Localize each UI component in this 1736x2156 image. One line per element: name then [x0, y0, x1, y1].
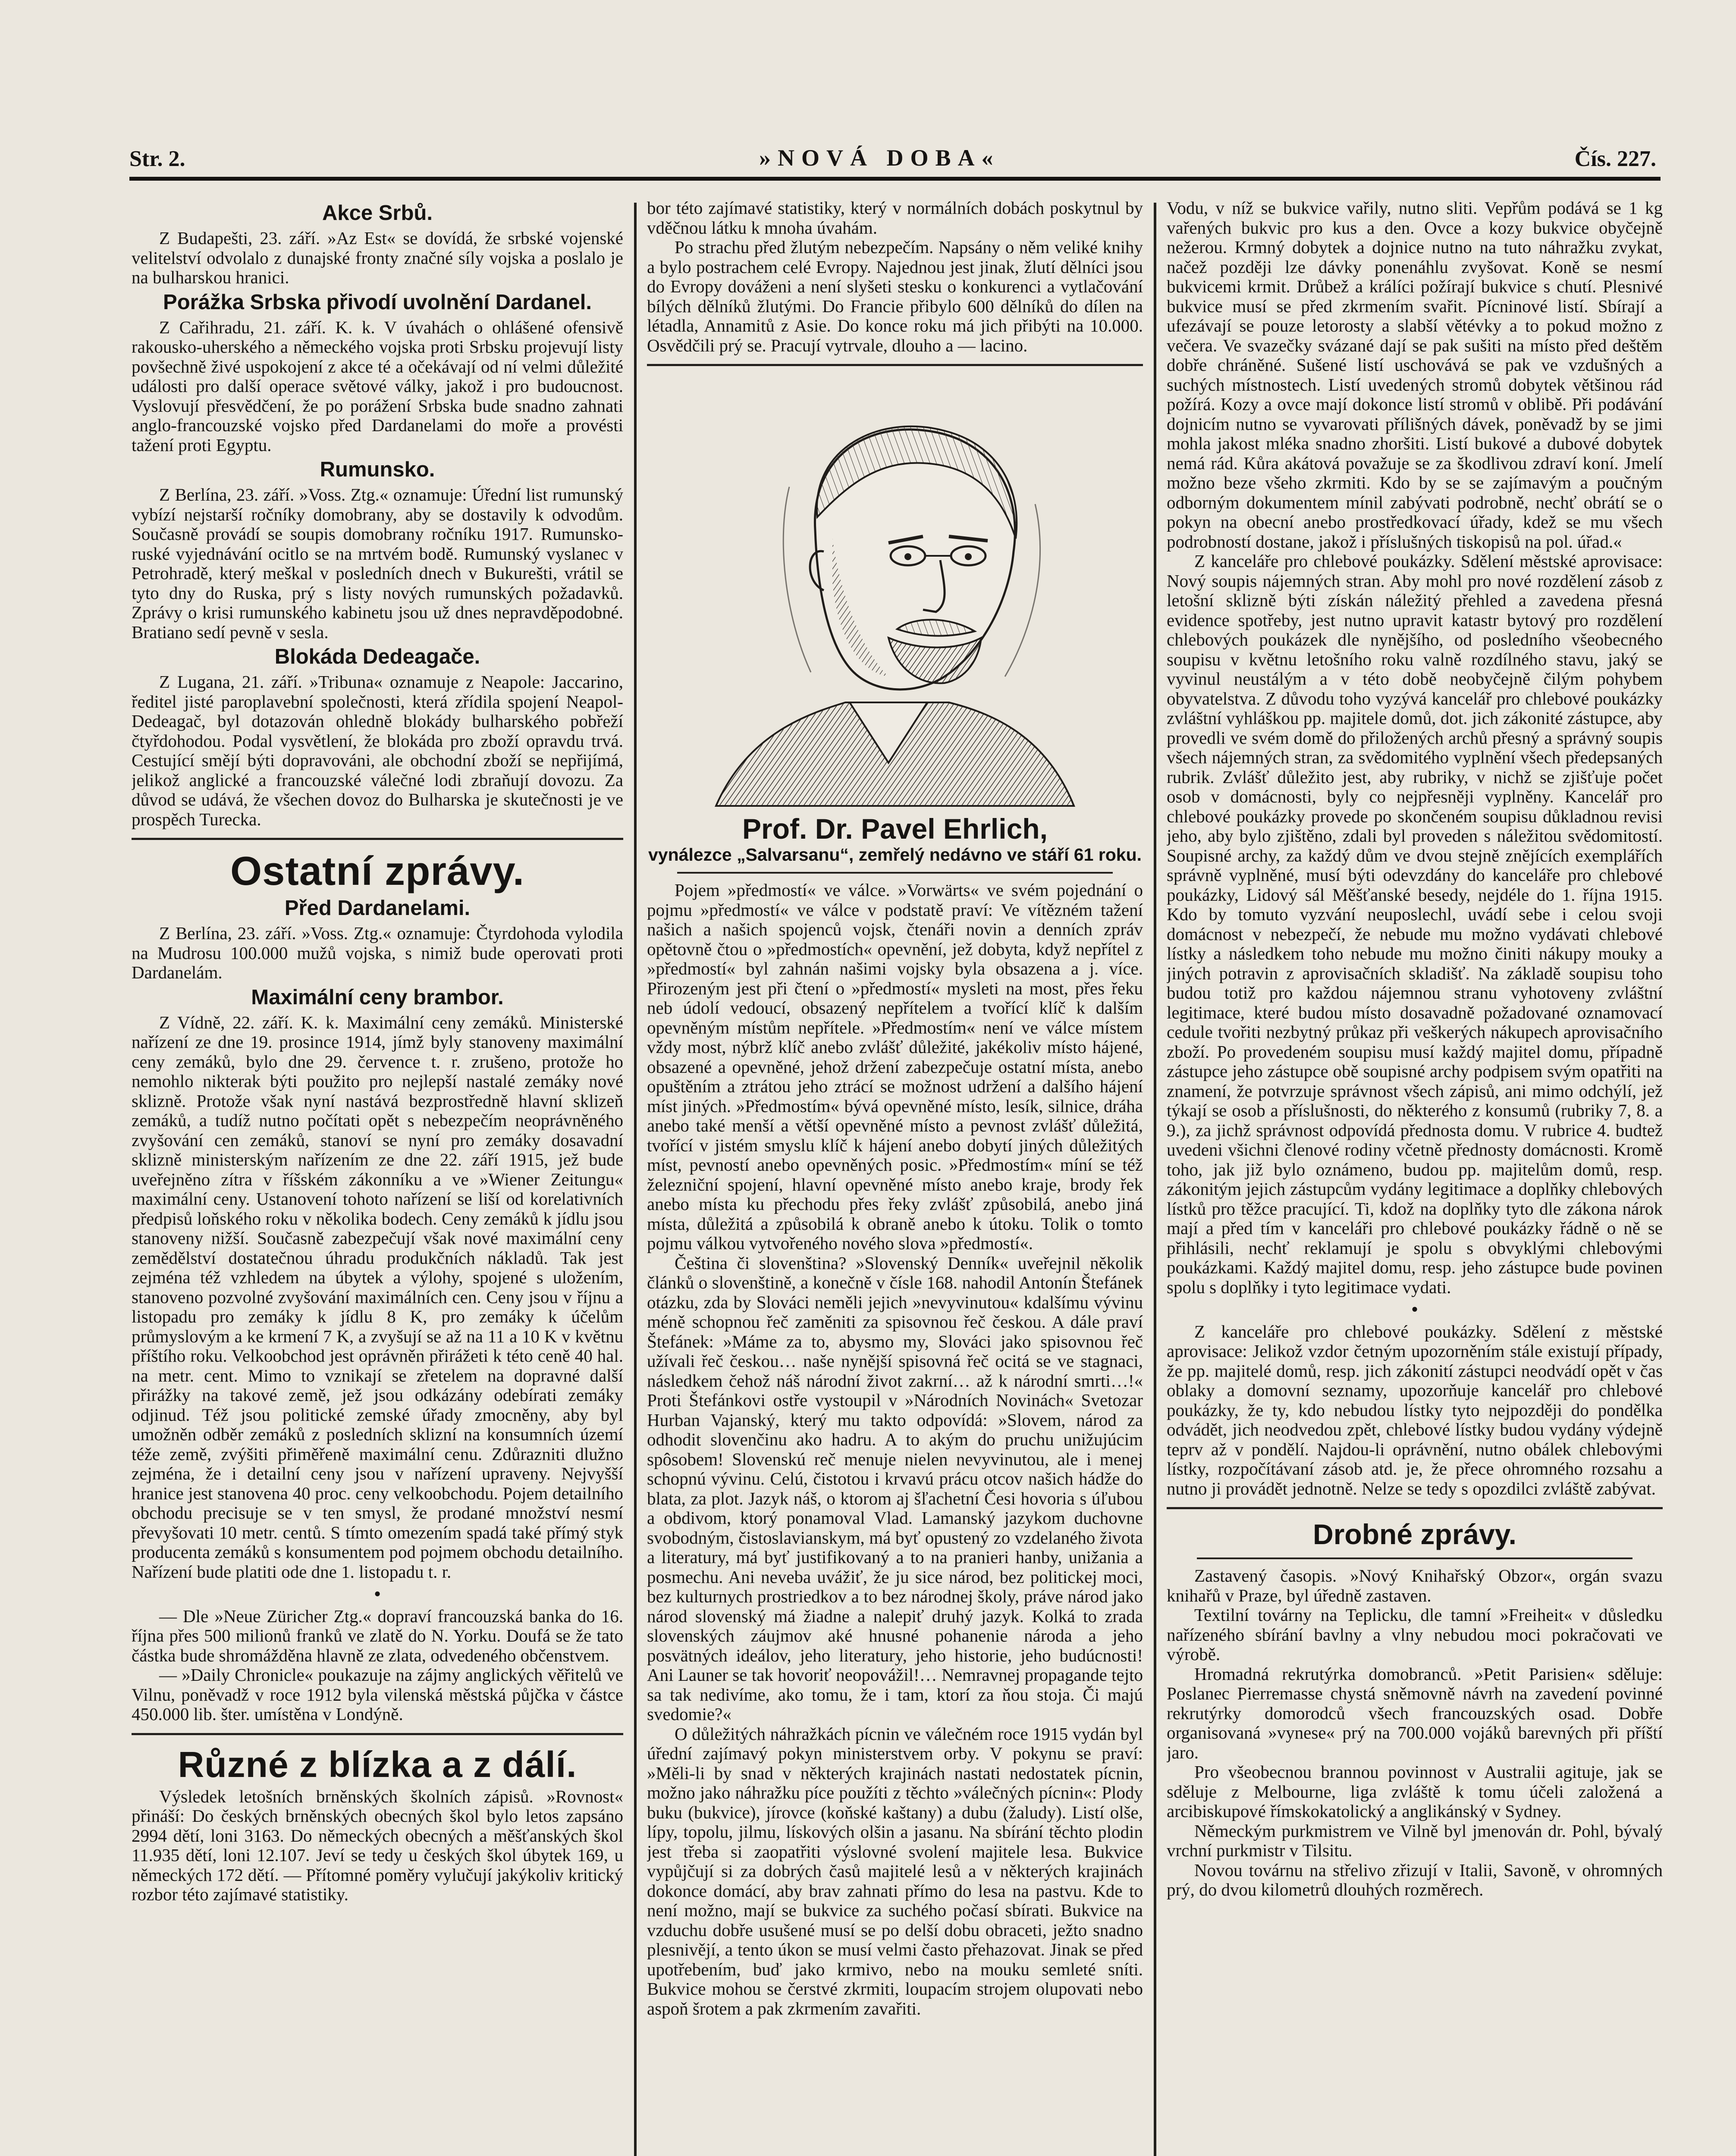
article-nahrazky-picnin: O důležitých náhražkách pícnin ve válečném roce 1915 vydán byl úřední zajímavý pokyn ministerstvem orby. V pokynu se praví: »Měli-li by snad v některých krajinách nastati nedostatek pícnin, možno jako náhražku píce použíti z těchto »válečných pícnin«: Plody buku (bukvice), jírovce (koňské kaštany) a dubu (žaludy). Listí olše, lípy, topolu, jilmu, lískových olšin a jasanu. Na sbírání těchto plodin jest třeba si zaopatřiti výslovné svolení majitele lesa. Bukvice vypůjčují si za dobrých časů majitelé lesů a v některých krajinách dokonce domácí, aby brav zahnati přímo do lesa na pastvu. Kde to není možno, mají se bukvice za suchého počasí sbírati. Bukvice na vzduchu dobře usušené musí se po delší dobu obraceti, ježto snadno plesnivějí, a tento úkon se musí velmi často přehazovat. Jinak se před upotřebením, buď jako krmivo, nebo na mouku semleté sníti. Bukvice mohou se čerstvé zkrmiti, loupacím strojem olupovati nebo aspoň šrotem a pak zkrmením zavařiti. [647, 1724, 1143, 2018]
section-rule [1167, 1507, 1663, 1509]
article-maximalni-ceny: Z Vídně, 22. září. K. k. Maximální ceny zemáků. Ministerské nařízení ze dne 19. prosince 1914, jímž byly stanoveny maximální ceny zemáků, bylo dne 29. července t. r. zrušeno, protože ho nemohlo nikterak býti použito pro nejlepší nastalé zemáky nové sklizně. Protože však nyní nastává bezprostředně hlavní sklizeň zemáků, a tudíž nutno počítati opět s nebezpečím neoprávněného zvyšování cen zemáků, stanoví se nyní pro zemáky dosavadní sklizně ministerským nařízením ze dne 22. září 1915, jež bude uveřejněno zítra v říšském zákonníku a ve »Wiener Zeitungu« maximální ceny. Ustanovení tohoto nařízení se liší od korelativních předpisů loňského roku v několika bodech. Ceny zemáků k jídlu jsou stanoveny nižší. Současně zabezpečují však nové maximální ceny zemědělství dostatečnou úhradu produkčních nákladů. Tak jest zejména též vzhledem na úbytek a výlohy, spojené s uložením, stanoveno pozvolné zvyšování maximálních cen. Ceny jsou v říjnu a listopadu pro zemáky k jídlu 8 K, pro zemáky k účelům průmyslovým a ke krmení 7 K, a zvyšují se až na 11 a 10 K v květnu příštího roku. Velkoobchod jest oprávněn přirážeti k této ceně 40 hal. na metr. cent. Mimo to vznikají se zřetelem na dopravné další přirážky na takové země, jež jsou odkázány odebírati zemáky odjinud. Též jsou politické zemské úřady zmocněny, aby byl umožněn odběr zemáků z posledních sklizní na konsumních území téže země, zvýšiti přiměřeně maximální cenu. Zdůrazniti dlužno zejména, že i detailní ceny jsou v nařízení upraveny. Nejvyšší hranice jest stanovena 40 proc. ceny velkoobchodu. Pojem detailního obchodu precisuje se v ten smysl, že prodané množství nesmí převyšovati 10 metr. centů. S tímto omezením spadá také přímý styk producenta zemáků s konsumentem pod pojmem obchodu detailního. Nařízení bude platiti ode dne 1. listopadu t. r. [132, 1012, 623, 1582]
column-rule-left [634, 203, 637, 2156]
article-rekrutyrka: Hromadná rekrutýrka domobranců. »Petit Parisien« sděluje: Poslanec Pierremasse chystá sněmovně návrh na zavedení povinné rekrutýrky domorodců všech francouzských osad. Dobře organisovaná »vynese« prý na 700.000 vojáků barevných při příští jaro. [1167, 1664, 1663, 1762]
column-1 [132, 198, 623, 2156]
article-kancelar-poukazky-1: Z kanceláře pro chlebové poukázky. Sdělení městské aprovisace: Nový soupis nájemných stran. Aby mohl pro nové rozdělení zásob z letošní sklizně býti získán náležitý přehled a zavedena přesná evidence spotřeby, jest nutno upravit katastr bytový pro rozdělení chlebových poukázek dle nynějšího, od posledního všeobecného soupisu v květnu letošního roku valně rozdílného stavu, jaký se vyvinul neustálým a v této době neobyčejně čilým pohybem obyvatelstva. Z důvodu toho vyzývá kancelář pro chlebové poukázky zvláštní vyhláškou pp. majitele domů, dot. jich zákonité zástupce, aby provedli ve svém domě do přiložených archů přesný a správný soupis všech nájemných stran, za svědomitého vyplnění všech předepsaných rubrik. Zvlášť důležito jest, aby rubriky, v nichž se zjišťuje počet osob v domácnosti, byly co nejpřesněji vyplněny. Kancelář pro chlebové poukázky provede po skončeném soupisu důkladnou revisi jeho, aby bylo zjištěno, zdali byl proveden s náležitou svědomitostí. Soupisné archy, za každý dům ve dvou stejně znějících exemplářích správně vyplněné, musí býti odevzdány do kanceláře pro chlebové poukázky, Lidový sál Měšťanské besedy, nejdéle do 1. října 1915. Kdo by tomuto vyzvání neuposlechl, uvádí sebe i celou svoji domácnost v nebezpečí, že nebude mu možno vydávati chlebové lístky a následkem toho nebude mu možno činiti nákupy mouky a jiných potravin z aprovisačních skladišť. Na základě soupisu toho budou totiž pro každou nájemnou stranu vyhotoveny zvláštní legitimace, které budou místo dosavadně požadované oznamovací cedule tvořiti nezbytný průkaz při veškerých nákupech aprovisačního zboží. Po provedeném soupisu musí každý majitel domu, případně zástupce jeho zástupce obě soupisné archy podpisem svým opatřiti na znamení, že potvrzuje správnost všech zápisů, ani mimo odchýlí, jež týkají se osob a příslušnosti, do některého z konsumů (rubriky 7, 8. a 9.), za jichž správnost odpovídá přednosta domu. V rubrice 4. budtež uvedeni všichni členové rodiny včetně přednosty domácnosti. Kromě toho, jak již bylo oznámeno, budou pp. majitelům domů, resp. zákonitým jejich zástupcům vydány legitimace a doplňky chlebových lístků pro těžce pracující. Ti, kdož na doplňky tyto dle zákona nárok mají a před tím v kanceláři pro chlebové poukázky řádně o ně se přihlásili, nechť reklamují je spolu s obvyklými chlebovými poukázkami. Každý majitel domu, resp. jeho zástupce bude povinen spolu s doplňky i tyto legitimace vydati. [1167, 551, 1663, 1297]
article-continuation: bor této zajímavé statistiky, který v normálních dobách poskytnul by vděčnou látku k mnoha úvahám. [647, 198, 1143, 238]
headline-maximalni-ceny: Maximální ceny brambor. [251, 985, 504, 1009]
article-skolni-zapisy: Výsledek letošních brněnských školních zápisů. »Rovnost« přináší: Do českých brněnských obecných škol bylo letos zapsáno 2994 dětí, loni 3163. Do německých obecných a měšťanských škol 11.935 dětí, loni 12.107. Jeví se tedy u českých škol úbytek 169, u německých 172 dětí. — Přítomné poměry vylučují jakýkoliv kritický rozbor této zajímavé statistiky. [132, 1786, 623, 1904]
column-3 [1167, 198, 1663, 2156]
portrait-drawing [647, 375, 1143, 810]
headline-rumunsko: Rumunsko. [320, 458, 435, 481]
article-cestina-slovenstina: Čeština či slovenština? »Slovenský Denník« uveřejnil několik článků o slovenštině, a konečně v čísle 168. nahodil Antonín Štefánek otázku, zda by Slováci neměli jejich »nevyvinutou« kdalšímu vývinu méně schopnou řeč zaměniti za spisovnou řeč českou. A dále praví Štefánek: »Máme za to, abysmo my, Slováci jako spisovnou řeč užívali řeč českou… naše nynější spisovná řeč ocitá se ve stagnaci, následkem čehož náš národní život zakrní… až k národní smrti…!« Proti Štefánkovi ostře vystoupil v »Národních Novinách« Svetozar Hurban Vajanský, který mu takto odpovídá: »Slovem, národ za odhodit slovenčinu ako hadru. A to akým do pruchu unižujúcim spôsobem! Slovenskú reč menuje nielen nevyvinutou, ale i menej schopnú vývinu. Celú, čistotou i krvavú prácu otcov našich hádže do blata, za plot. Jazyk náš, o ktorom aj šľachetní Česi hovoria s úľubou a obdivom, ktorý ponamoval Vlad. Lamanský jazykom duchovne svobodným, čistoslavianskym, má byť opustený zo vzdelaného života a literatury, má byť justifikovaný a to na pranieri hanby, unižania a posmechu. Ani neveba uvážiť, že ju sice národ, bez politickej moci, bez kulturnych prostriedkov a to bez národnej školy, práve národ jako národ slovenský má žiadne a nalepiť druhý jazyk. Kolká to zrada slovenských záujmov aké hnusné pohanenie národa a jeho posvätných ideálov, jeho literatury, jeho historie, jeho budúcnosti! Ani Launer se tak hovoriť neopovážil!… Nemravnej propagande tejto sa tak nedivíme, ako tomu, že i tam, ktorí za ňou stoja. Či majú svedomie?« [647, 1253, 1143, 1724]
article-tovarna-strelivo: Novou továrnu na střelivo zřizují v Italii, Savoně, v ohromných prý, do dvou kilometrů dlouhých rozměrech. [1167, 1860, 1663, 1899]
article-textilni-tovarny: Textilní továrny na Teplicku, dle tamní »Freiheit« v důsledku nařízeného sbírání bavlny a vlny nebudou moci pokračovati ve výrobě. [1167, 1605, 1663, 1664]
article-pred-dardanelami: Z Berlína, 23. září. »Voss. Ztg.« oznamuje: Čtyrdohoda vylodila na Mudrosu 100.000 mužů vojska, s nimiž bude operovati proti Dardanelám. [132, 923, 623, 982]
article-purkmistr-vilno: Německým purkmistrem ve Vilně byl jmenován dr. Pohl, bývalý vrchní purkmistr v Tilsitu. [1167, 1821, 1663, 1860]
article-kancelar-poukazky-2: Z kanceláře pro chlebové poukázky. Sdělení z městské aprovisace: Jelikož vzdor četným upozorněním stále existují případy, že pp. majitelé domů, resp. jich zákonití zástupci neodvádí opět v čas oblaky a domovní seznamy, upozorňuje kancelář pro chlebové poukázky, že ty, kdo nebudou lístky tyto nejpozději do pondělka odvádět, jich neodvedou zpět, chlebové lístky budou vydány výdejně teprv až v pondělí. Najdou-li oprávnění, nutno obálek chlebovými lístky, rozpočítávaní zásob atd. je, že přece ohromného rozsahu a nutno ji provádět jednotně. Nelze se tedy s opozdilci zvláště zabývat. [1167, 1321, 1663, 1498]
headline-akce-srbu: Akce Srbů. [322, 201, 433, 225]
article-porazka-srbska: Z Cařihradu, 21. září. K. k. V úvahách o ohlášené ofensivě rakousko-uherského a německého vojska proti Srbsku projevují listy povšechně živé uspokojení z akce té a očekávají od ní velmi důležité události pro další operace světové války, jakož i pro budoucnost. Vyslovují přesvědčení, že po porážení Srbska bude snadno zahnati anglo-francouzské vojsko před Dardanelami do moře a provésti tažení proti Egyptu. [132, 317, 623, 455]
article-zlute-nebezpeci: Po strachu před žlutým nebezpečím. Napsány o něm veliké knihy a bylo postrachem celé Evropy. Najednou jest jinak, žlutí dělníci jsou do Evropy dováženi a není slyšeti stesku o konkurenci a vytlačování bílých dělníků žlutými. Do Francie přibylo 600 dělníků do dílen na létadla, Annamitů z Asie. Do konce roku má jich přibýti na 10.000. Osvědčili prý se. Pracují vytrvale, dlouho a — lacino. [647, 237, 1143, 355]
portrait-caption-name: Prof. Dr. Pavel Ehrlich, [742, 813, 1048, 845]
article-rule [1197, 1557, 1632, 1559]
portrait-illustration [647, 375, 1143, 810]
column-rule-right [1154, 203, 1156, 2156]
article-nahrazky-continuation: Vodu, v níž se bukvice vařily, nutno sliti. Vepřům podává se 1 kg vařených bukvic pro kus a den. Ovce a kozy bukvice obyčejně nežerou. Krmný dobytek a dojnice nutno na tuto náhražku zvykat, načež později lze dávky ponenáhlu zvyšovat. Koně se nesmí bukvicemi krmit. Drůbež a králíci požírají bukvice s chutí. Plesnivé bukvice musí se před zkrmením svařit. Pícninové listí. Sbírají a ufezávají se pouze letorosty a slabší větévky a to pokud možno z večera. Ve svazečky svázané dají se pak sušiti na místo před deštěm dobře chráněné. Sušené listí uschovává se pak ve vzdušných a suchých místnostech. Listí uvedených stromů dobytek většinou rád požírá. Kozy a ovce mají dokonce listí stromů v oblibě. Při podávání dojnicím nutno se vyvarovati přílišných dávek, poněvadž by se jimi mohla jakost mléka snadno zhoršiti. Listí bukové a dubové dobytek nemá rád. Kůra akátová považuje se za škodlivou zdraví koní. Jmelí možno beze všeho zkrmiti. Kdo by se se zajímavým a poučným odborným dokumentem mínil zabývati podrobně, nechť obrátí se o pokyn na obecní anebo prostředkovací úřady, kdež se mu všech podrobností dostane, jakož i příslušných tiskopisů na pol. úřad.« [1167, 198, 1663, 552]
article-rumunsko: Z Berlína, 23. září. »Voss. Ztg.« oznamuje: Úřední list rumunský vybízí nejstarší ročníky domobrany, aby se dostavily k odvodům. Současně provádí se soupis domobrany ročníku 1917. Rumunsko-ruské vyjednávání ocitlo se na mrtvém bodě. Rumunský vyslanec v Petrohradě, který meškal v posledních dnech v Bukurešti, vrátil se tyto dny do Ruska, prý s listy nových rumunských požadavků. Zprávy o krisi rumunského kabinetu jsou už dnes nepravděpodobné. Bratiano sedí pevně v sesla. [132, 485, 623, 642]
portrait-caption-subtitle: vynálezce „Salvarsanu“, zemřelý nedávno ve stáří 61 roku. [648, 845, 1142, 865]
issue-number: Čís. 227. [1574, 147, 1656, 171]
page-header [129, 140, 1656, 175]
column-2 [647, 198, 1143, 2156]
header-rule [129, 177, 1661, 181]
section-title-ostatni-zpravy: Ostatní zprávy. [230, 848, 524, 893]
section-title-drobne-zpravy: Drobné zprávy. [1313, 1518, 1516, 1550]
article-predmosti: Pojem »předmostí« ve válce. »Vorwärts« ve svém pojednání o pojmu »předmostí« ve válce v podstatě praví: Ve vítězném tažení našich a našich spojenců vojsk, čtenáři novin a denních zpráv opětovně čtou o »předmostích« opevnění, jež dobyta, když nepřítel z »předmostí« byl zahnán našimi vojsky byla obsazena a j. více. Přirozeným jest při čtení o »předmostí« mysleti na most, přes řeku neb údolí vedoucí, obsazený nepřítelem a tvořící klíč k dalším opevněným místům nepřítele. »Předmostím« není ve válce místem vždy most, nýbrž klíč anebo zvlášť důležité, jakékoliv místo hájené, obsazené a opevněné, jehož držení zabezpečuje ostatní místa, anebo opuštěním a ztrátou jeho ztrácí se možnost udržení a dalšího hájení míst jiných. »Předmostím« bývá opevněné místo, lesík, silnice, dráha anebo také menší a větší opevněné místo a pevnost zvlášť důležitá, tvořící v jistém smyslu klíč k hájení anebo dobytí jiných důležitých míst, pevností anebo opevněných posic. »Předmostím« míní se též železniční spojení, hlavní opevněné místo anebo kraje, brody řek anebo místa ku přechodu přes řeky zvlášť způsobilá, anebo jiná místa, důležitá a způsobilá k obraně anebo k útoku. Tolik o tomto pojmu válkou vytvořeného nového slova »předmostí«. [647, 880, 1143, 1253]
article-branna-povinnost: Pro všeobecnou brannou povinnost v Australii agituje, jak se sděluje z Melbourne, liga zvláště k tomu účeli založená a arcibiskupové římskokatolický a anglikánský v Sydney. [1167, 1762, 1663, 1821]
item-separator: • [374, 1584, 381, 1604]
article-akce-srbu: Z Budapešti, 23. září. »Az Est« se dovídá, že srbské vojenské velitelství odvolalo z dunajské fronty značné síly vojska a poslalo je na bulharskou hranici. [132, 228, 623, 287]
article-zastaveny-casopis: Zastavený časopis. »Nový Knihařský Obzor«, orgán svazu knihařů v Praze, byl úředně zastaven. [1167, 1566, 1663, 1605]
headline-pred-dardanelami: Před Dardanelami. [284, 896, 471, 920]
article-rule [677, 872, 1113, 874]
newspaper-title: »NOVÁ DOBA« [759, 145, 1000, 171]
article-daily-chronicle: — »Daily Chronicle« poukazuje na zájmy anglických věřitelů ve Vilnu, poněvadž v roce 1912 byla vilenská městská půjčka v částce 450.000 lib. šter. umístěna v Londýně. [132, 1665, 623, 1724]
item-separator: • [1411, 1299, 1418, 1319]
section-rule [132, 1733, 623, 1735]
section-title-ruzne: Různé z blízka a z dálí. [178, 1744, 577, 1785]
section-rule [647, 364, 1143, 366]
article-zuricher-ztg: — Dle »Neue Züricher Ztg.« dopraví francouzská banka do 16. října přes 500 milionů franků ve zlatě do N. Yorku. Doufá se že tato částka bude shromážděna hlavně ze zlata, odvedeného občenstvem. [132, 1606, 623, 1665]
page-number: Str. 2. [129, 147, 185, 171]
section-rule [132, 838, 623, 840]
article-blokada: Z Lugana, 21. září. »Tribuna« oznamuje z Neapole: Jaccarino, ředitel jisté paroplavební společnosti, která zřídila spojení Neapol-Dedeagač, byl dotazován ohledně blokády bulharského pobřeží čtyřdohodou. Podal vysvětlení, že blokáda pro zboží opravdu trvá. Cestující smějí býti dopravováni, ale obchodní zboží se nepřijímá, jelikož anglické a francouzské válečné lodi zbraňují dovozu. Za důvod se udává, že všechen dovoz do Bulharska je skutečnosti je ve prospěch Turecka. [132, 672, 623, 829]
headline-blokada: Blokáda Dedeagače. [274, 645, 480, 668]
headline-porazka-srbska: Porážka Srbska přivodí uvolnění Dardanel. [163, 290, 592, 314]
